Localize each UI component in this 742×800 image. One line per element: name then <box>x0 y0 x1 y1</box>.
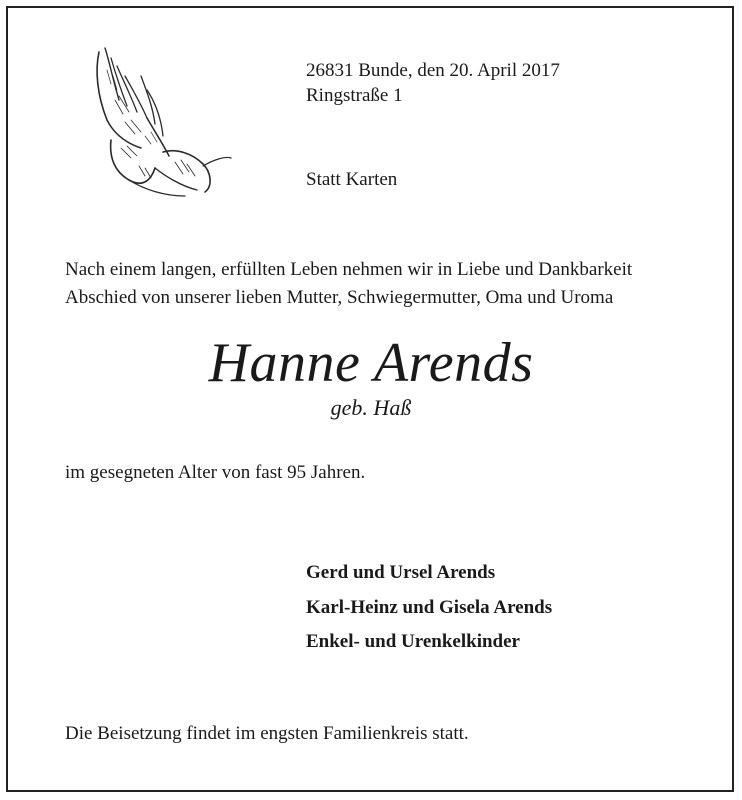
place-and-date: 26831 Bunde, den 20. April 2017 <box>306 60 560 81</box>
statt-karten-note: Statt Karten <box>306 169 398 190</box>
street-address: Ringstraße 1 <box>306 85 403 106</box>
deceased-name: Hanne Arends <box>208 332 534 394</box>
intro-line-1: Nach einem langen, erfüllten Leben nehmen wir in Liebe und Dankbarkeit <box>65 259 633 280</box>
mourner-entry: Karl-Heinz und Gisela Arends <box>306 596 553 618</box>
birth-name: geb. Haß <box>330 395 412 420</box>
sender-address <box>306 58 560 108</box>
age-line: im gesegneten Alter von fast 95 Jahren. <box>65 462 366 483</box>
mourner-entry: Gerd und Ursel Arends <box>306 562 496 583</box>
mourners-list <box>306 556 552 660</box>
mourner-entry: Enkel- und Urenkelkinder <box>306 631 520 652</box>
intro-text <box>65 256 632 312</box>
praying-hands-icon <box>85 40 235 210</box>
burial-note: Die Beisetzung findet im engsten Familienkreis statt. <box>65 723 469 744</box>
intro-line-2: Abschied von unserer lieben Mutter, Schwiegermutter, Oma und Uroma <box>65 287 614 308</box>
